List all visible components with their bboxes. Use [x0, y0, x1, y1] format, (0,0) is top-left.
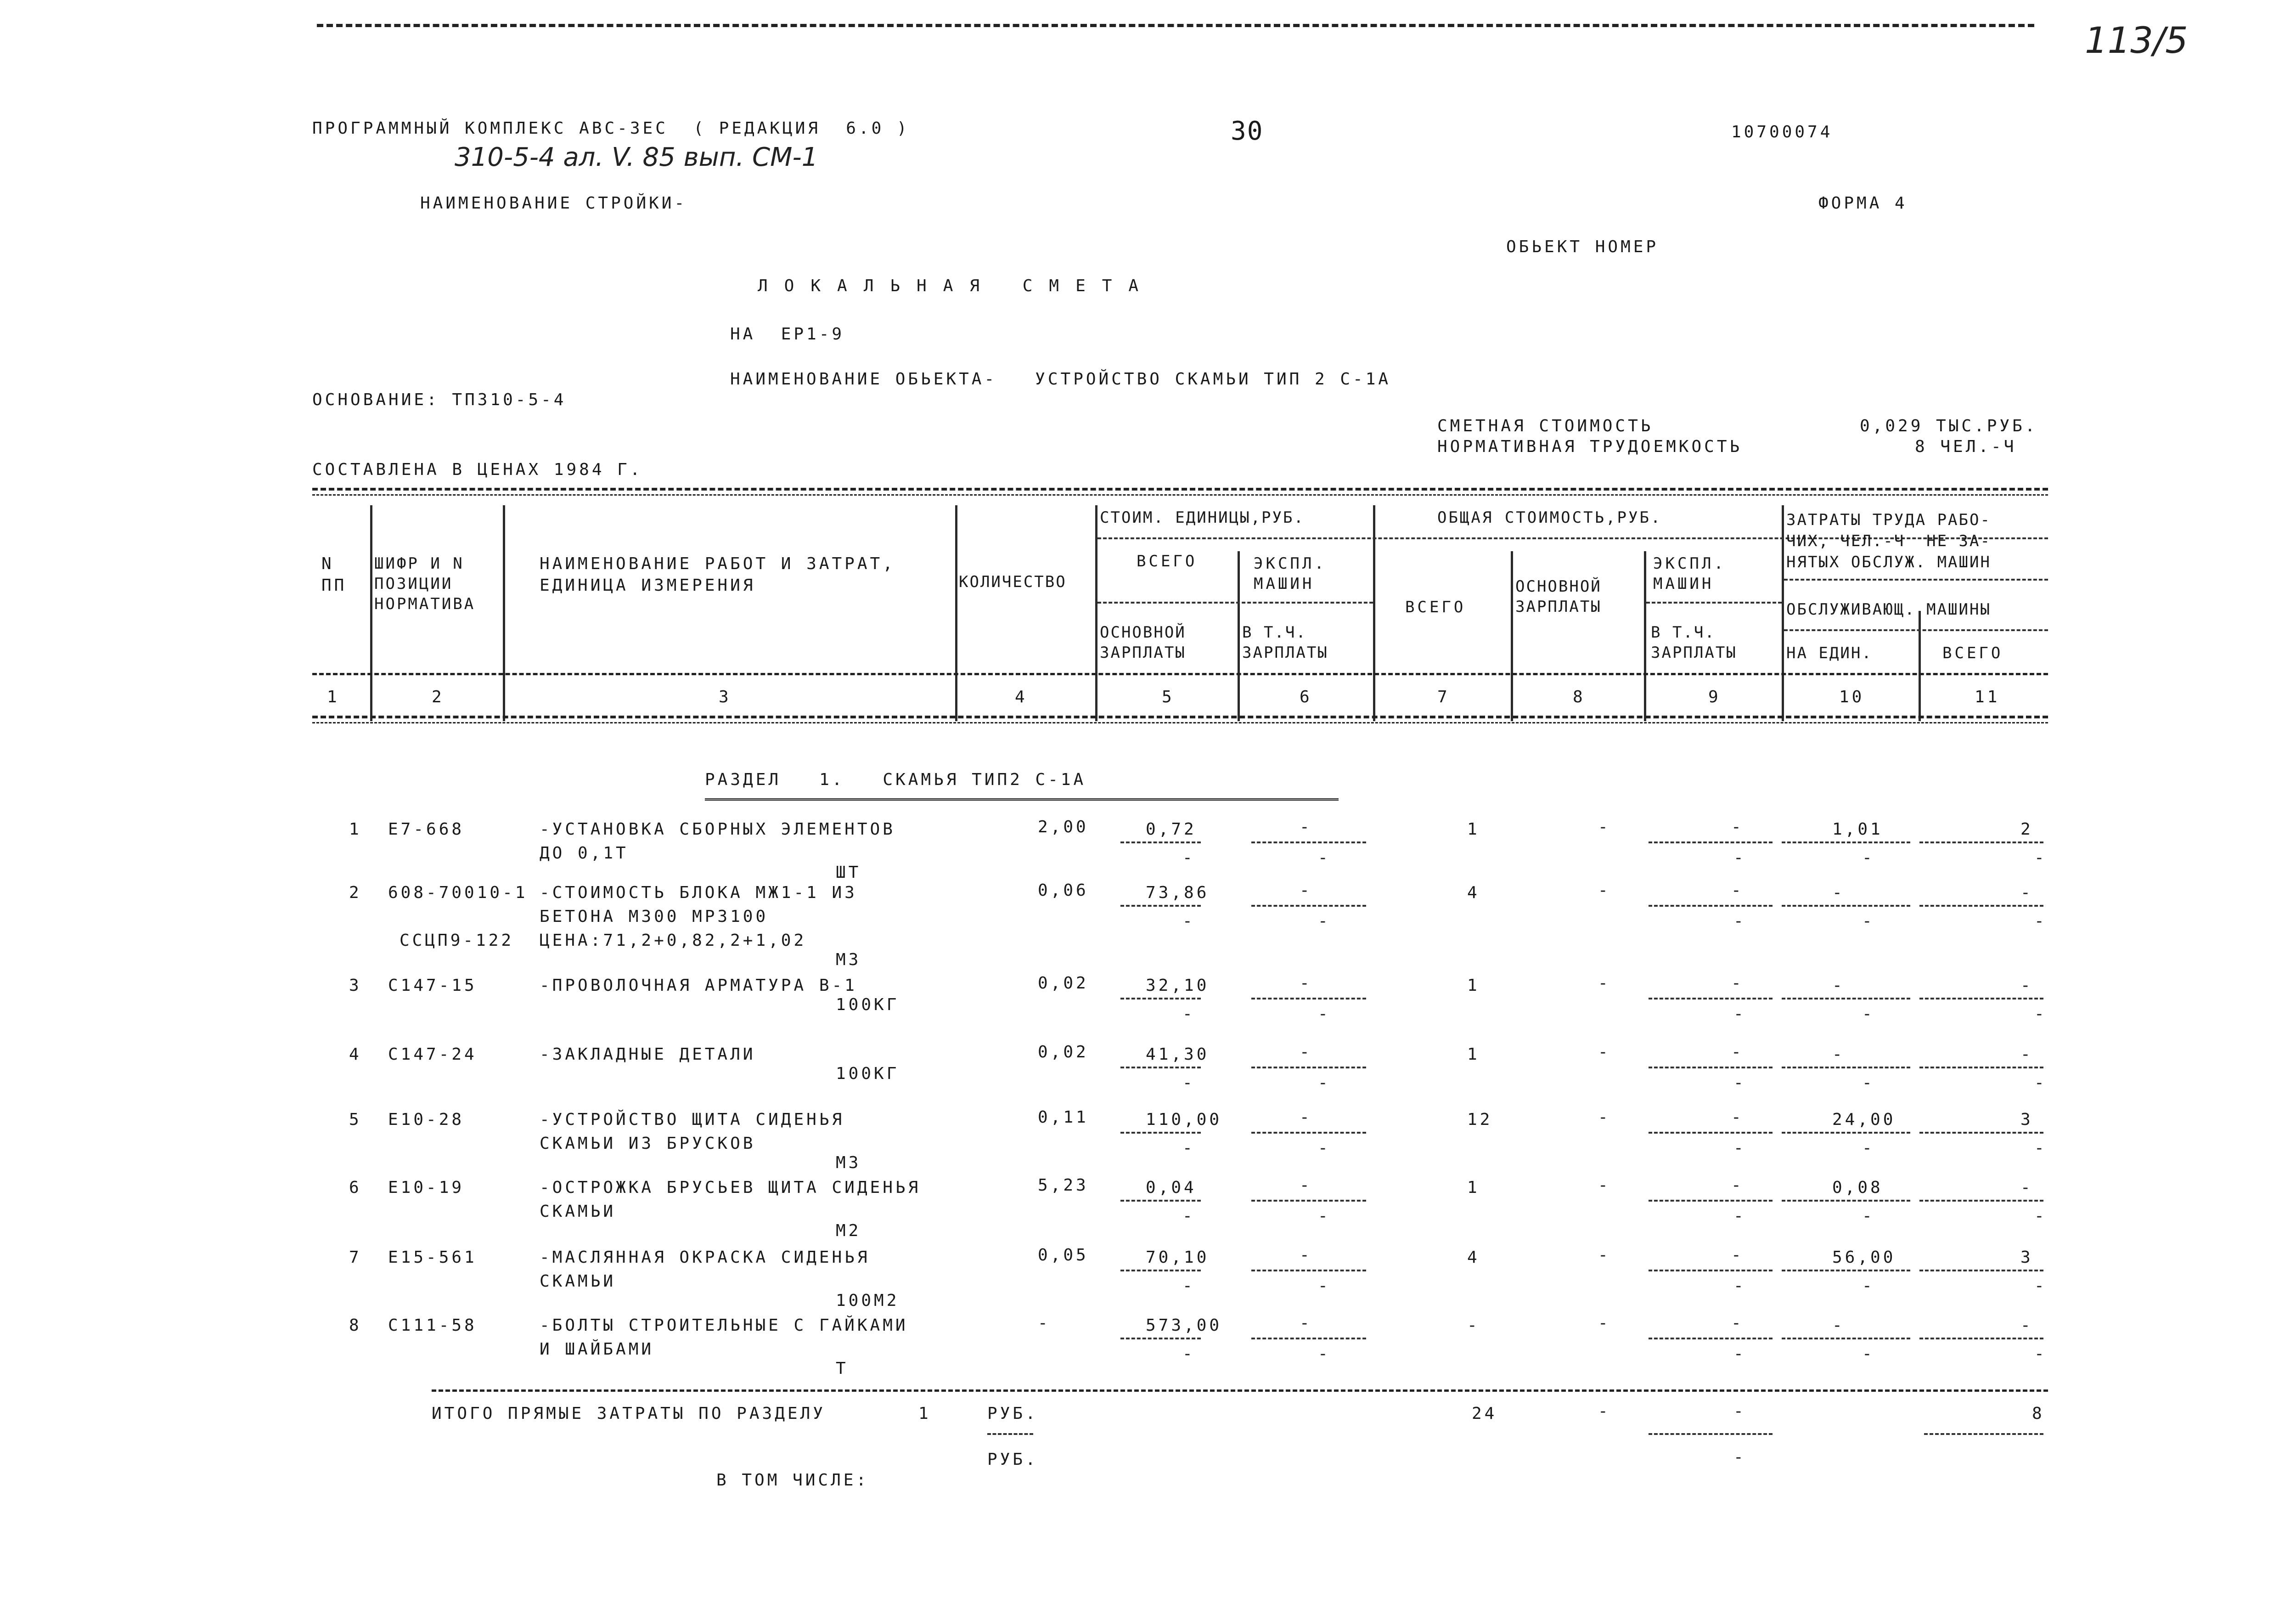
row-c7: 1: [1467, 820, 1480, 839]
row-sub-rule: [1120, 1132, 1201, 1134]
row-qty: 5,23: [1038, 1176, 1089, 1195]
row-sub-rule: [1782, 1270, 1910, 1271]
hdr-total-cost: ОБЩАЯ СТОИМОСТЬ,РУБ.: [1437, 508, 1662, 527]
row-sub-rule: [1782, 998, 1910, 999]
total-label: ИТОГО ПРЯМЫЕ ЗАТРАТЫ ПО РАЗДЕЛУ: [432, 1404, 826, 1423]
row-qty: -: [1038, 1314, 1051, 1333]
colnum-9: 9: [1708, 688, 1721, 706]
row-n: 5: [349, 1110, 362, 1129]
row-c6: -: [1300, 1108, 1312, 1127]
hdr-c9a: ЭКСПЛ. МАШИН: [1653, 554, 1726, 593]
row-c6: -: [1300, 1246, 1312, 1265]
hdr-c2: ШИФР И N ПОЗИЦИИ НОРМАТИВА: [374, 554, 476, 614]
row-sub-rule: [1649, 1132, 1773, 1134]
total-c7: 24: [1472, 1404, 1497, 1423]
row-c9: -: [1731, 974, 1744, 993]
row-sub-rule: [1251, 1338, 1366, 1339]
row-lower-dash: -: [1862, 1207, 1875, 1225]
row-lower-dash: -: [1182, 1139, 1195, 1158]
row-lower-dash: -: [1318, 1207, 1331, 1225]
row-unit: 100КГ: [836, 1064, 900, 1083]
row-lower-dash: -: [1318, 912, 1331, 931]
row-sub-rule: [1120, 1200, 1201, 1202]
row-sub-rule: [1120, 1338, 1201, 1339]
total-under-c11: [1924, 1433, 2043, 1435]
row-sub-rule: [1919, 998, 2043, 999]
row-sub-rule: [1251, 905, 1366, 907]
row-c9: -: [1731, 818, 1744, 836]
row-sub-rule: [1120, 841, 1201, 843]
row-lower-dash: -: [1733, 1207, 1746, 1225]
prices-year: СОСТАВЛЕНА В ЦЕНАХ 1984 Г.: [312, 460, 643, 479]
row-c8: -: [1598, 1176, 1611, 1195]
row-name: -УСТАНОВКА СБОРНЫХ ЭЛЕМЕНТОВ ДО 0,1Т: [540, 820, 895, 863]
row-sub-rule: [1120, 998, 1201, 999]
row-sub-rule: [1251, 1270, 1366, 1271]
page-number: 30: [1231, 116, 1264, 146]
row-lower-dash: -: [1318, 1276, 1331, 1295]
row-c5: 70,10: [1146, 1248, 1210, 1267]
row-lower-dash: -: [1318, 1005, 1331, 1023]
section-title: РАЗДЕЛ 1. СКАМЬЯ ТИП2 С-1А: [705, 770, 1086, 789]
document-title: ЛОКАЛЬНАЯ СМЕТА: [758, 277, 1155, 295]
row-c5: 0,72: [1146, 820, 1197, 839]
row-sub-rule: [1649, 841, 1773, 843]
row-sub-rule: [1782, 1132, 1910, 1134]
row-c5: 41,30: [1146, 1045, 1210, 1064]
row-lower-dash: -: [1182, 1344, 1195, 1363]
col-sep-3: [955, 505, 957, 721]
row-name: -УСТРОЙСТВО ЩИТА СИДЕНЬЯ СКАМЬИ ИЗ БРУСКОВ: [540, 1110, 845, 1153]
row-lower-dash: -: [1733, 912, 1746, 931]
header-bottom-rule-2: [312, 722, 2048, 723]
row-lower-dash: -: [1862, 1073, 1875, 1092]
row-qty: 0,05: [1038, 1246, 1089, 1265]
row-c10: -: [1832, 976, 1845, 995]
row-sub-rule: [1919, 1067, 2043, 1068]
row-c10: 56,00: [1832, 1248, 1896, 1267]
row-c8: -: [1598, 881, 1611, 900]
row-name: -СТОИМОСТЬ БЛОКА МЖ1-1 ИЗ БЕТОНА М300 МРЗ100 ЦЕНА:71,2+0,82,2+1,02: [540, 883, 857, 950]
labor-label: НОРМАТИВНАЯ ТРУДОЕМКОСТЬ: [1437, 437, 1743, 456]
row-c5: 0,04: [1146, 1178, 1197, 1197]
row-lower-dash: -: [1182, 912, 1195, 931]
row-lower-dash: -: [1182, 848, 1195, 867]
row-lower-dash: -: [2034, 1276, 2047, 1295]
estimated-cost-label: СМЕТНАЯ СТОИМОСТЬ: [1437, 417, 1654, 435]
col-sep-10: [1919, 611, 1921, 721]
row-unit: 100М2: [836, 1291, 900, 1310]
object-number: ОБЬЕКТ НОМЕР: [1506, 237, 1659, 256]
col-sep-1: [370, 505, 372, 721]
row-sub-rule: [1649, 1270, 1773, 1271]
row-c6: -: [1300, 1043, 1312, 1062]
row-c7: 12: [1467, 1110, 1493, 1129]
total-under-c9: [1649, 1433, 1773, 1435]
row-name: -БОЛТЫ СТРОИТЕЛЬНЫЕ С ГАЙКАМИ И ШАЙБАМИ: [540, 1316, 908, 1359]
hdr-c11: ВСЕГО: [1942, 644, 2003, 662]
colnum-8: 8: [1573, 688, 1586, 706]
row-lower-dash: -: [1182, 1276, 1195, 1295]
total-section: 1: [918, 1404, 931, 1423]
row-sub-rule: [1919, 1270, 2043, 1271]
row-c7: 1: [1467, 976, 1480, 995]
hdr-labor: ЗАТРАТЫ ТРУДА РАБО- ЧИХ, ЧЕЛ.-Ч НЕ ЗА- НЯТЫХ ОБСЛУЖ. МАШИН: [1786, 511, 1991, 571]
row-c10: -: [1832, 1316, 1845, 1335]
row-c5: 32,10: [1146, 976, 1210, 995]
row-sub-rule: [1649, 1338, 1773, 1339]
total-unit-2: РУБ.: [987, 1450, 1038, 1469]
row-lower-dash: -: [1182, 1207, 1195, 1225]
row-lower-dash: -: [2034, 912, 2047, 931]
colnum-5: 5: [1162, 688, 1175, 706]
row-code: С147-15: [388, 976, 477, 995]
row-c9: -: [1731, 1176, 1744, 1195]
row-qty: 0,06: [1038, 881, 1089, 900]
colnum-7: 7: [1437, 688, 1450, 706]
row-c11: -: [2020, 1178, 2033, 1197]
hdr-c5a: ВСЕГО: [1137, 552, 1198, 570]
row-name: -ПРОВОЛОЧНАЯ АРМАТУРА В-1: [540, 976, 857, 995]
row-sub-rule: [1649, 1200, 1773, 1202]
hdr-c3: НАИМЕНОВАНИЕ РАБОТ И ЗАТРАТ, ЕДИНИЦА ИЗМЕРЕНИЯ: [540, 554, 895, 595]
row-n: 8: [349, 1316, 362, 1335]
labor-value: 8 ЧЕЛ.-Ч: [1915, 437, 2017, 456]
row-lower-dash: -: [2034, 1207, 2047, 1225]
hdr-c9b: В Т.Ч. ЗАРПЛАТЫ: [1651, 623, 1737, 662]
total-under-unit: [987, 1433, 1033, 1435]
col-sep-5: [1238, 551, 1240, 721]
row-c8: -: [1598, 1043, 1611, 1062]
header-num-rule: [312, 673, 2048, 675]
row-code: С147-24: [388, 1045, 477, 1064]
row-n: 4: [349, 1045, 362, 1064]
row-c10: -: [1832, 883, 1845, 902]
row-code: Е10-19: [388, 1178, 465, 1197]
row-sub-rule: [1919, 1200, 2043, 1202]
row-c7: 1: [1467, 1045, 1480, 1064]
row-lower-dash: -: [1318, 848, 1331, 867]
colnum-2: 2: [432, 688, 445, 706]
colnum-4: 4: [1015, 688, 1028, 706]
row-lower-dash: -: [1862, 912, 1875, 931]
hdr-labor-sub: ОБСЛУЖИВАЮЩ. МАШИНЫ: [1786, 600, 1991, 619]
colnum-3: 3: [719, 688, 732, 706]
row-c6: -: [1300, 1176, 1312, 1195]
header-top-rule: [312, 488, 2048, 491]
row-lower-dash: -: [1318, 1139, 1331, 1158]
row-lower-dash: -: [1733, 1276, 1746, 1295]
section-underline: [705, 798, 1339, 801]
row-c9: -: [1731, 1108, 1744, 1127]
total-unit: РУБ.: [987, 1404, 1038, 1423]
row-name: -ЗАКЛАДНЫЕ ДЕТАЛИ: [540, 1045, 756, 1064]
row-sub-rule: [1251, 841, 1366, 843]
page-mark: 113/5: [2085, 20, 2188, 62]
row-sub-rule: [1251, 1132, 1366, 1134]
row-lower-dash: -: [1862, 1139, 1875, 1158]
row-sub-rule: [1782, 1067, 1910, 1068]
row-lower-dash: -: [2034, 1344, 2047, 1363]
row-sub-rule: [1251, 998, 1366, 999]
hdr-c5b: ОСНОВНОЙ ЗАРПЛАТЫ: [1100, 623, 1186, 662]
row-lower-dash: -: [2034, 1005, 2047, 1023]
row-lower-dash: -: [1862, 1005, 1875, 1023]
row-sub-rule: [1919, 1132, 2043, 1134]
row-sub-rule: [1782, 841, 1910, 843]
colnum-6: 6: [1300, 688, 1312, 706]
row-lower-dash: -: [1733, 1005, 1746, 1023]
row-sub-rule: [1782, 1200, 1910, 1202]
row-c11: -: [2020, 883, 2033, 902]
basis: ОСНОВАНИЕ: ТП310-5-4: [312, 390, 567, 409]
form-label: ФОРМА 4: [1818, 194, 1908, 213]
row-unit: ШТ: [836, 863, 861, 882]
row-qty: 0,02: [1038, 974, 1089, 993]
row-n: 3: [349, 976, 362, 995]
row-c11: -: [2020, 1045, 2033, 1064]
row-lower-dash: -: [1862, 1276, 1875, 1295]
hdr-c8: ОСНОВНОЙ ЗАРПЛАТЫ: [1515, 577, 1602, 616]
col-sep-7: [1511, 551, 1513, 721]
row-c8: -: [1598, 1246, 1611, 1265]
row-c10: 0,08: [1832, 1178, 1883, 1197]
row-code: С111-58: [388, 1316, 477, 1335]
row-qty: 0,02: [1038, 1043, 1089, 1062]
row-sub-rule: [1120, 1270, 1201, 1271]
row-c9: -: [1731, 1314, 1744, 1333]
row-qty: 2,00: [1038, 818, 1089, 836]
row-name: -ОСТРОЖКА БРУСЬЕВ ЩИТА СИДЕНЬЯ СКАМЬИ: [540, 1178, 921, 1221]
total-c9-dash: -: [1733, 1448, 1746, 1467]
row-name: -МАСЛЯННАЯ ОКРАСКА СИДЕНЬЯ СКАМЬИ: [540, 1248, 870, 1291]
row-lower-dash: -: [1733, 1139, 1746, 1158]
row-unit: М3: [836, 950, 861, 969]
row-c10: -: [1832, 1045, 1845, 1064]
hdr-c6a: ЭКСПЛ. МАШИН: [1254, 554, 1327, 593]
total-c8: -: [1598, 1402, 1611, 1421]
row-sub-rule: [1649, 905, 1773, 907]
hdr-c7: ВСЕГО: [1405, 598, 1466, 616]
row-unit: 100КГ: [836, 995, 900, 1014]
row-n: 1: [349, 820, 362, 839]
row-c6: -: [1300, 818, 1312, 836]
row-code-2: ССЦП9-122: [400, 931, 514, 950]
row-code: Е7-668: [388, 820, 465, 839]
row-c8: -: [1598, 1108, 1611, 1127]
object-name: НАИМЕНОВАНИЕ ОБЬЕКТА- УСТРОЙСТВО СКАМЬИ ТИП 2 С-1А: [730, 370, 1391, 389]
row-c11: -: [2020, 1316, 2033, 1335]
row-c7: 1: [1467, 1178, 1480, 1197]
row-sub-rule: [1649, 1067, 1773, 1068]
row-lower-dash: -: [2034, 848, 2047, 867]
row-unit: Т: [836, 1359, 849, 1378]
row-c6: -: [1300, 1314, 1312, 1333]
row-c11: 2: [2020, 820, 2033, 839]
row-c7: -: [1467, 1316, 1480, 1335]
row-lower-dash: -: [1733, 1344, 1746, 1363]
colnum-10: 10: [1839, 688, 1865, 706]
col-sep-8: [1644, 551, 1646, 721]
row-sub-rule: [1919, 905, 2043, 907]
row-n: 2: [349, 883, 362, 902]
header-bottom-rule: [312, 716, 2048, 718]
row-c11: -: [2020, 976, 2033, 995]
row-lower-dash: -: [1733, 848, 1746, 867]
row-c6: -: [1300, 974, 1312, 993]
hdr-unit-cost: СТОИМ. ЕДИНИЦЫ,РУБ.: [1100, 508, 1305, 527]
on-label: НА ЕР1-9: [730, 325, 845, 344]
hdr-c1: N ПП: [321, 554, 347, 595]
row-c6: -: [1300, 881, 1312, 900]
row-lower-dash: -: [1182, 1073, 1195, 1092]
header-sub-rule-5: [1784, 629, 2048, 631]
row-lower-dash: -: [1733, 1073, 1746, 1092]
row-c9: -: [1731, 881, 1744, 900]
row-c8: -: [1598, 818, 1611, 836]
header-sub-rule-2: [1097, 602, 1373, 604]
row-c5: 73,86: [1146, 883, 1210, 902]
row-c9: -: [1731, 1246, 1744, 1265]
header-top-rule-2: [312, 494, 2048, 496]
row-c7: 4: [1467, 1248, 1480, 1267]
row-sub-rule: [1120, 1067, 1201, 1068]
row-sub-rule: [1782, 905, 1910, 907]
colnum-11: 11: [1975, 688, 2000, 706]
row-lower-dash: -: [1318, 1073, 1331, 1092]
row-lower-dash: -: [2034, 1073, 2047, 1092]
doc-code: 10700074: [1731, 123, 1833, 141]
row-code: 608-70010-1: [388, 883, 528, 902]
row-lower-dash: -: [2034, 1139, 2047, 1158]
row-c8: -: [1598, 1314, 1611, 1333]
row-qty: 0,11: [1038, 1108, 1089, 1127]
row-lower-dash: -: [1862, 848, 1875, 867]
row-sub-rule: [1120, 905, 1201, 907]
row-sub-rule: [1782, 1338, 1910, 1339]
row-lower-dash: -: [1182, 1005, 1195, 1023]
row-c7: 4: [1467, 883, 1480, 902]
row-sub-rule: [1251, 1200, 1366, 1202]
row-sub-rule: [1251, 1067, 1366, 1068]
estimated-cost-value: 0,029 ТЫС.РУБ.: [1860, 417, 2038, 435]
hdr-c4: КОЛИЧЕСТВО: [959, 573, 1067, 591]
software-header: ПРОГРАММНЫЙ КОМПЛЕКС АВС-ЗЕС ( РЕДАКЦИЯ 6.0 ): [312, 119, 910, 138]
row-code: Е15-561: [388, 1248, 477, 1267]
total-c9: -: [1733, 1402, 1746, 1421]
row-n: 7: [349, 1248, 362, 1267]
header-sub-rule-4: [1784, 579, 2048, 581]
row-c10: 24,00: [1832, 1110, 1896, 1129]
including-label: В ТОМ ЧИСЛЕ:: [716, 1471, 869, 1490]
hdr-c10: НА ЕДИН.: [1786, 644, 1873, 662]
header-sub-rule-3: [1646, 602, 1782, 604]
row-code: Е10-28: [388, 1110, 465, 1129]
row-unit: М2: [836, 1221, 861, 1240]
colnum-1: 1: [327, 688, 340, 706]
total-top-rule: [432, 1389, 2048, 1392]
row-lower-dash: -: [1318, 1344, 1331, 1363]
col-sep-2: [503, 505, 505, 721]
row-c5: 573,00: [1146, 1316, 1222, 1335]
row-c11: 3: [2020, 1110, 2033, 1129]
hdr-c6b: В Т.Ч. ЗАРПЛАТЫ: [1242, 623, 1328, 662]
row-sub-rule: [1919, 1338, 2043, 1339]
top-dashed-rule: [317, 24, 2034, 27]
row-c8: -: [1598, 974, 1611, 993]
row-sub-rule: [1919, 841, 2043, 843]
row-c10: 1,01: [1832, 820, 1883, 839]
row-c11: 3: [2020, 1248, 2033, 1267]
handwritten-code: 310-5-4 ал. V. 85 вып. СМ-1: [455, 142, 818, 172]
row-lower-dash: -: [1862, 1344, 1875, 1363]
construction-label: НАИМЕНОВАНИЕ СТРОЙКИ-: [420, 194, 687, 213]
row-n: 6: [349, 1178, 362, 1197]
row-unit: М3: [836, 1153, 861, 1172]
row-sub-rule: [1649, 998, 1773, 999]
total-c11: 8: [2032, 1404, 2045, 1423]
row-c9: -: [1731, 1043, 1744, 1062]
row-c5: 110,00: [1146, 1110, 1222, 1129]
